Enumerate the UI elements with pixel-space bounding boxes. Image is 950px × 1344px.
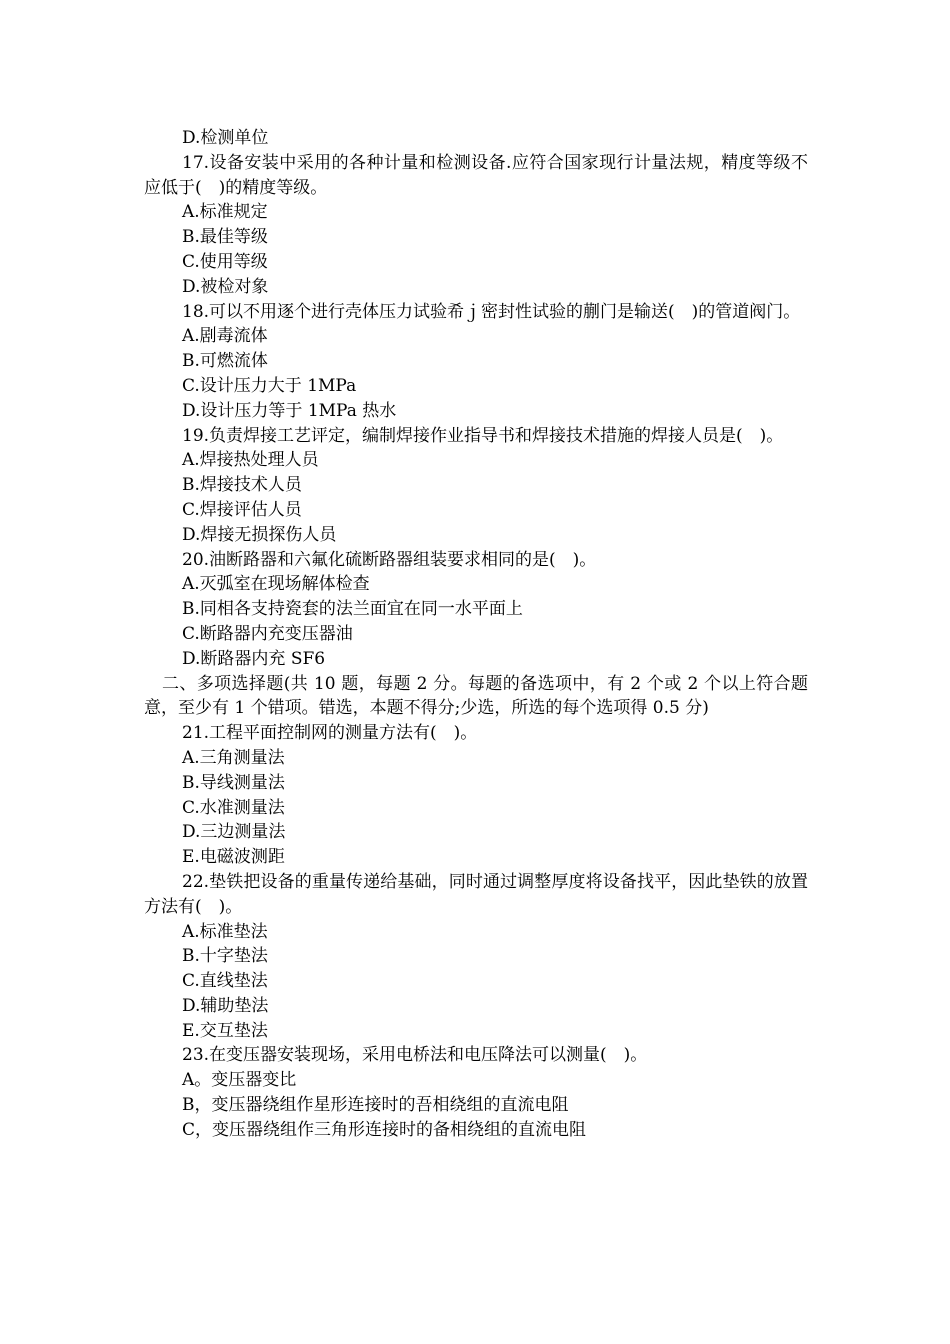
option-23-b: B，变压器绕组作星形连接时的吾相绕组的直流电阻 bbox=[182, 1095, 569, 1116]
option-19-d: D.焊接无损探伤人员 bbox=[182, 524, 337, 545]
option-18-b: B.可燃流体 bbox=[182, 351, 268, 372]
option-22-d: D.辅助垫法 bbox=[182, 995, 269, 1016]
document-body bbox=[144, 126, 808, 1143]
option-20-d: D.断路器内充 SF6 bbox=[182, 648, 326, 669]
option-20-a: A.灭弧室在现场解体检查 bbox=[182, 574, 370, 595]
option-17-c: C.使用等级 bbox=[182, 251, 268, 272]
option-18-c: C.设计压力大于 1MPa bbox=[182, 375, 357, 396]
question-21: 21.工程平面控制网的测量方法有( )。 bbox=[182, 723, 478, 744]
option-21-b: B.导线测量法 bbox=[182, 772, 285, 793]
question-18: 18.可以不用逐个进行壳体压力试验希ｊ密封性试验的蒯门是输送( )的管道阀门。 bbox=[182, 301, 801, 322]
option-17-b: B.最佳等级 bbox=[182, 227, 268, 248]
question-17: 17.设备安装中采用的各种计量和检测设备.应符合国家现行计量法规，精度等级不应低于( )的精度等级。 bbox=[144, 152, 808, 198]
option-22-b: B.十字垫法 bbox=[182, 946, 268, 967]
option-17-d: D.被检对象 bbox=[182, 276, 269, 297]
option-21-a: A.三角测量法 bbox=[182, 747, 285, 768]
option-18-a: A.剧毒流体 bbox=[182, 326, 268, 347]
option-20-c: C.断路器内充变压器油 bbox=[182, 623, 353, 644]
question-23: 23.在变压器安装现场，采用电桥法和电压降法可以测量( )。 bbox=[182, 1045, 648, 1066]
option-18-d: D.设计压力等于 1MPa 热水 bbox=[182, 400, 397, 421]
option-20-b: B.同相各支持瓷套的法兰面宜在同一水平面上 bbox=[182, 599, 523, 620]
option-17-a: A.标准规定 bbox=[182, 202, 268, 223]
option-21-c: C.水准测量法 bbox=[182, 797, 285, 818]
option-22-a: A.标准垫法 bbox=[182, 921, 268, 942]
question-19: 19.负责焊接工艺评定，编制焊接作业指导书和焊接技术措施的焊接人员是( )。 bbox=[182, 425, 784, 446]
question-22: 22.垫铁把设备的重量传递给基础，同时通过调整厚度将设备找平，因此垫铁的放置方法有( )。 bbox=[144, 871, 808, 917]
option-23-c: C，变压器绕组作三角形连接时的备相绕组的直流电阻 bbox=[182, 1119, 587, 1140]
option-23-a: A。变压器变比 bbox=[182, 1070, 297, 1091]
option-22-c: C.直线垫法 bbox=[182, 971, 268, 992]
section-heading-multiple-choice: 二、多项选择题(共 10 题，每题 2 分。每题的备选项中，有 2 个或 2 个以上符合题意，至少有 1 个错项。错选，本题不得分;少选，所选的每个选项得 0.5 分) bbox=[144, 673, 808, 719]
option-16-d: D.检测单位 bbox=[182, 128, 269, 148]
option-22-e: E.交互垫法 bbox=[182, 1020, 268, 1041]
question-20: 20.油断路器和六氟化硫断路器组装要求相同的是( )。 bbox=[182, 549, 597, 570]
option-19-b: B.焊接技术人员 bbox=[182, 475, 302, 496]
option-19-a: A.焊接热处理人员 bbox=[182, 450, 319, 471]
option-21-e: E.电磁波测距 bbox=[182, 847, 285, 868]
option-19-c: C.焊接评估人员 bbox=[182, 499, 302, 520]
option-21-d: D.三边测量法 bbox=[182, 822, 286, 843]
